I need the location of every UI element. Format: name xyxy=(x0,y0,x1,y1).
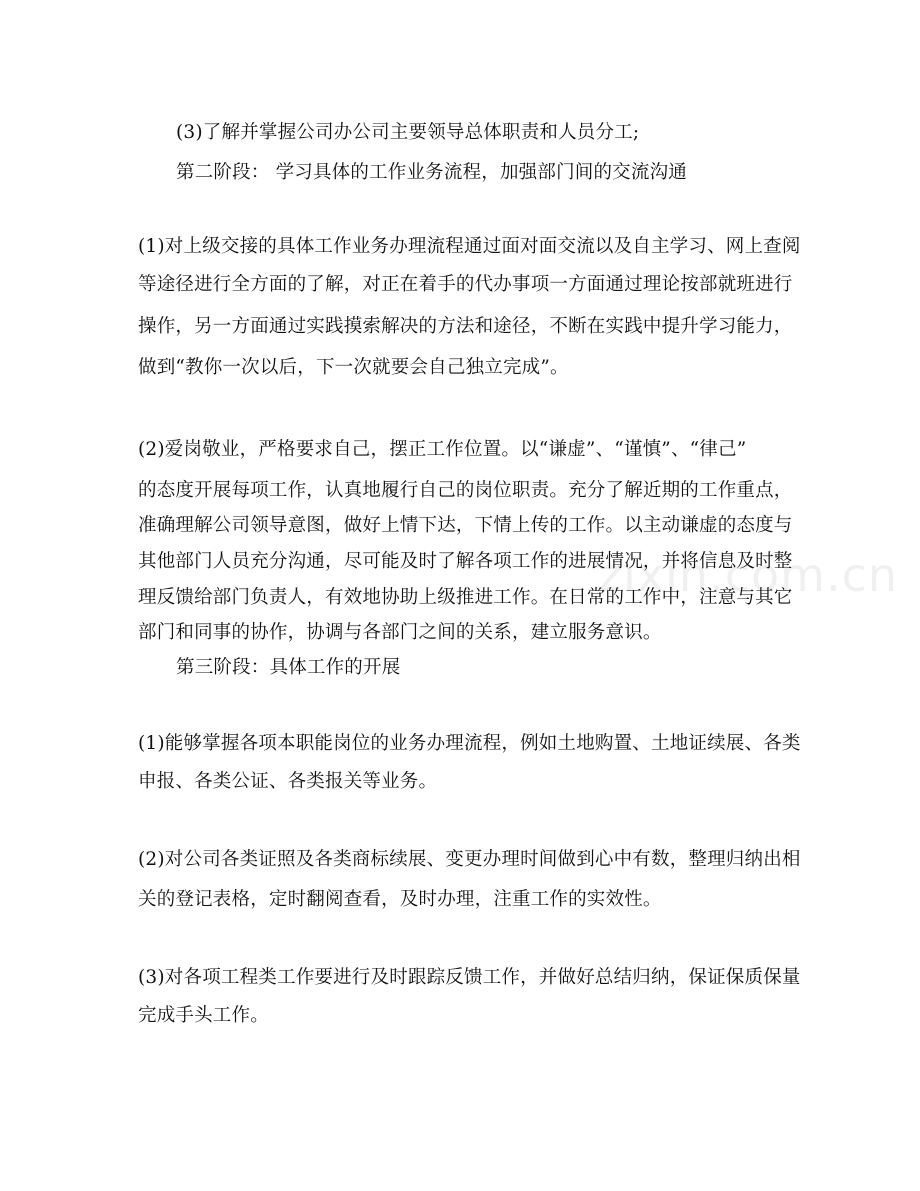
text-line: 申报、各类公证、各类报关等业务。 xyxy=(138,771,438,792)
watermark: zixin.com.cn xyxy=(598,548,899,602)
text-line: 等途径进行全方面的了解，对正在着手的代办事项一方面通过理论按部就班进行 xyxy=(138,274,793,295)
text-line: (3)对各项工程类工作要进行及时跟踪反馈工作，并做好总结归纳，保证保质保量 xyxy=(138,967,801,988)
section-heading: 第二阶段： 学习具体的工作业务流程，加强部门间的交流沟通 xyxy=(176,162,687,183)
text-line: 完成手头工作。 xyxy=(138,1005,269,1026)
text-line: (2)对公司各类证照及各类商标续展、变更办理时间做到心中有数，整理归纳出相 xyxy=(138,849,801,870)
text-line: 做到“教你一次以后，下一次就要会自己独立完成”。 xyxy=(138,357,569,378)
text-line: 的态度开展每项工作，认真地履行自己的岗位职责。充分了解近期的工作重点， xyxy=(138,480,793,501)
text-line: (1)能够掌握各项本职能岗位的业务办理流程，例如土地购置、土地证续展、各类 xyxy=(138,733,801,754)
text-line: (2)爱岗敬业，严格要求自己，摆正工作位置。以“谦虚”、“谨慎”、“律己” xyxy=(138,439,747,460)
text-line: 部门和同事的协作，协调与各部门之间的关系，建立服务意识。 xyxy=(138,622,662,643)
text-line: (3)了解并掌握公司办公司主要领导总体职责和人员分工; xyxy=(176,122,640,143)
text-line: 操作，另一方面通过实践摸索解决的方法和途径，不断在实践中提升学习能力， xyxy=(138,316,793,337)
section-heading: 第三阶段：具体工作的开展 xyxy=(176,657,401,678)
text-line: (1)对上级交接的具体工作业务办理流程通过面对面交流以及自主学习、网上查阅 xyxy=(138,236,801,257)
text-line: 其他部门人员充分沟通，尽可能及时了解各项工作的进展情况，并将信息及时整 xyxy=(138,551,793,572)
text-line: 理反馈给部门负责人，有效地协助上级推进工作。在日常的工作中，注意与其它 xyxy=(138,587,793,608)
text-line: 准确理解公司领导意图，做好上情下达，下情上传的工作。以主动谦虚的态度与 xyxy=(138,515,793,536)
text-line: 关的登记表格，定时翻阅查看，及时办理，注重工作的实效性。 xyxy=(138,889,662,910)
